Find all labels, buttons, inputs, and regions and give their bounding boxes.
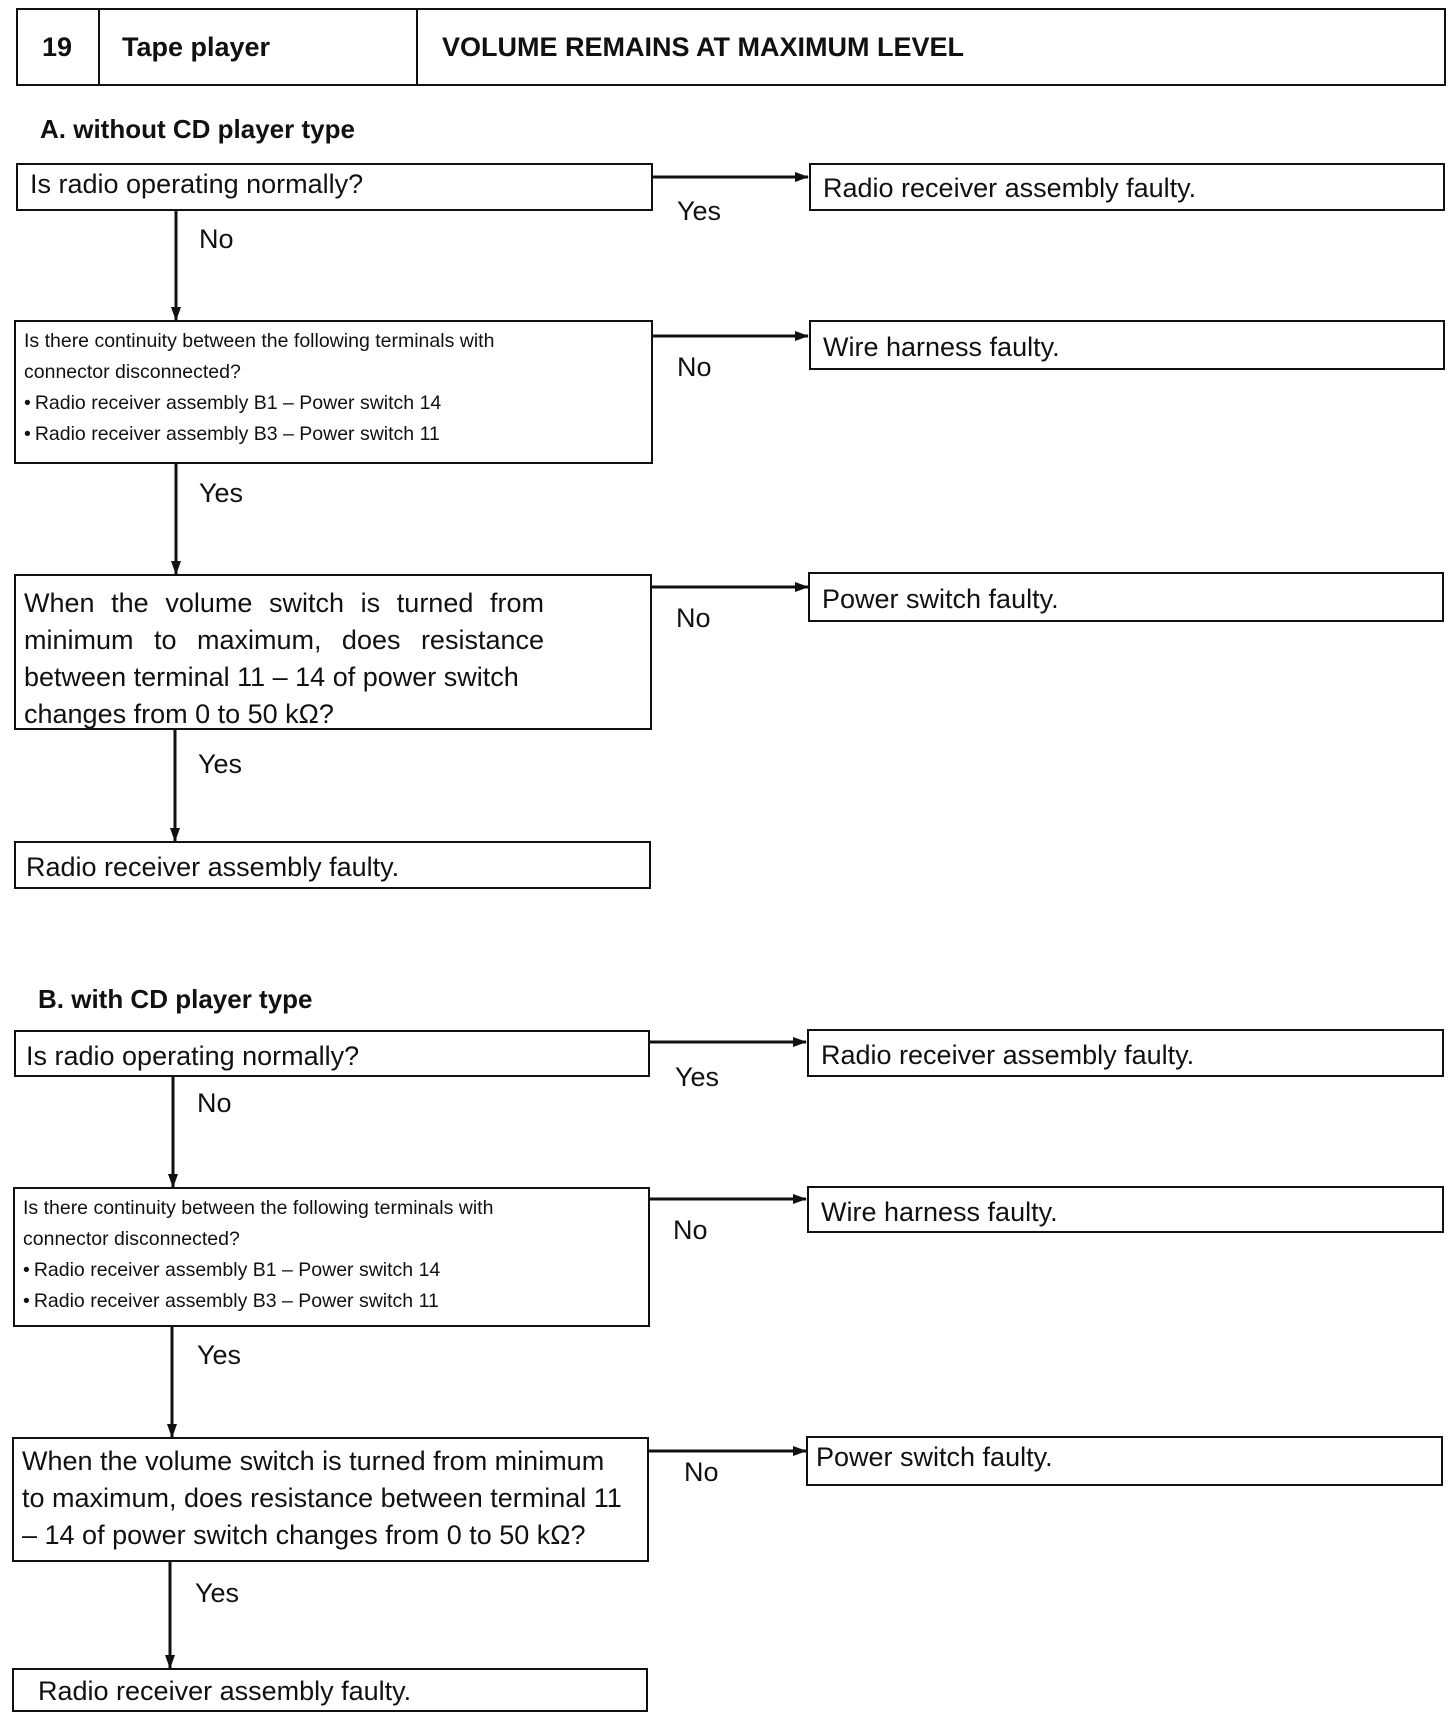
result-text: Radio receiver assembly faulty. [821, 1040, 1195, 1070]
question-text: minimum to maximum, does resistance [24, 625, 544, 655]
yes-label: Yes [199, 478, 244, 508]
result-box-a3 [808, 572, 1444, 622]
question-text: Is radio operating normally? [30, 169, 364, 199]
bullet-icon: • [23, 1259, 30, 1281]
condition-text: Radio receiver assembly B3 – Power switch 11 [33, 1290, 439, 1312]
question-text: to maximum, does resistance between terminal 11 [22, 1483, 622, 1513]
question-text: between terminal 11 – 14 of power switch [24, 662, 519, 692]
result-box-a2 [809, 320, 1445, 370]
question-text: changes from 0 to 50 kΩ? [24, 699, 334, 729]
result-text: Wire harness faulty. [821, 1197, 1058, 1227]
no-label: No [197, 1088, 232, 1118]
condition-item [23, 1286, 640, 1317]
condition-item [24, 419, 643, 450]
result-box-b1 [807, 1029, 1444, 1077]
result-box-b3 [806, 1436, 1443, 1486]
header-section: Tape player [122, 31, 271, 62]
question-text: When the volume switch is turned from [24, 588, 544, 618]
yes-label: Yes [197, 1340, 242, 1370]
result-text: Radio receiver assembly faulty. [823, 173, 1197, 203]
yes-label: Yes [195, 1578, 240, 1608]
no-label: No [199, 224, 234, 254]
result-box-a4 [14, 841, 651, 889]
condition-text: Radio receiver assembly B1 – Power switch 14 [33, 1259, 441, 1281]
result-box-a1 [809, 163, 1445, 211]
condition-text: Radio receiver assembly B3 – Power switch 11 [34, 423, 440, 445]
no-label: No [684, 1457, 719, 1487]
question-box-a1 [16, 163, 653, 211]
condition-text: Radio receiver assembly B1 – Power switch 14 [34, 392, 442, 414]
yes-label: Yes [677, 196, 722, 226]
result-text: Power switch faulty. [822, 584, 1059, 614]
bullet-icon: • [24, 423, 31, 445]
no-label: No [677, 352, 712, 382]
bullet-icon: • [23, 1290, 30, 1312]
result-text: Power switch faulty. [816, 1442, 1053, 1472]
question-box-b1 [14, 1030, 650, 1077]
question-text: connector disconnected? [23, 1228, 240, 1250]
question-text: Is radio operating normally? [26, 1041, 360, 1071]
question-text: Is there continuity between the following terminals with [23, 1197, 494, 1219]
no-label: No [676, 603, 711, 633]
question-text: When the volume switch is turned from minimum [22, 1446, 605, 1476]
result-text: Radio receiver assembly faulty. [38, 1676, 412, 1706]
no-label: No [673, 1215, 708, 1245]
question-text: – 14 of power switch changes from 0 to 50 kΩ? [22, 1520, 586, 1550]
section-title-b: B. with CD player type [38, 984, 313, 1014]
yes-label: Yes [198, 749, 243, 779]
section-title-a: A. without CD player type [40, 114, 355, 144]
bullet-icon: • [24, 392, 31, 414]
question-text: connector disconnected? [24, 361, 241, 383]
condition-item [24, 388, 643, 419]
question-box-b2 [13, 1187, 650, 1327]
result-box-b4 [12, 1668, 648, 1712]
result-box-b2 [807, 1186, 1444, 1233]
header-number: 19 [42, 31, 73, 62]
question-box-a2 [14, 320, 653, 464]
header-title: VOLUME REMAINS AT MAXIMUM LEVEL [442, 31, 964, 62]
condition-item [23, 1255, 640, 1286]
result-text: Wire harness faulty. [823, 332, 1060, 362]
question-box-a3 [14, 574, 652, 730]
question-text: Is there continuity between the following terminals with [24, 330, 495, 352]
yes-label: Yes [675, 1062, 720, 1092]
result-text: Radio receiver assembly faulty. [26, 852, 400, 882]
question-box-b3 [12, 1437, 649, 1562]
